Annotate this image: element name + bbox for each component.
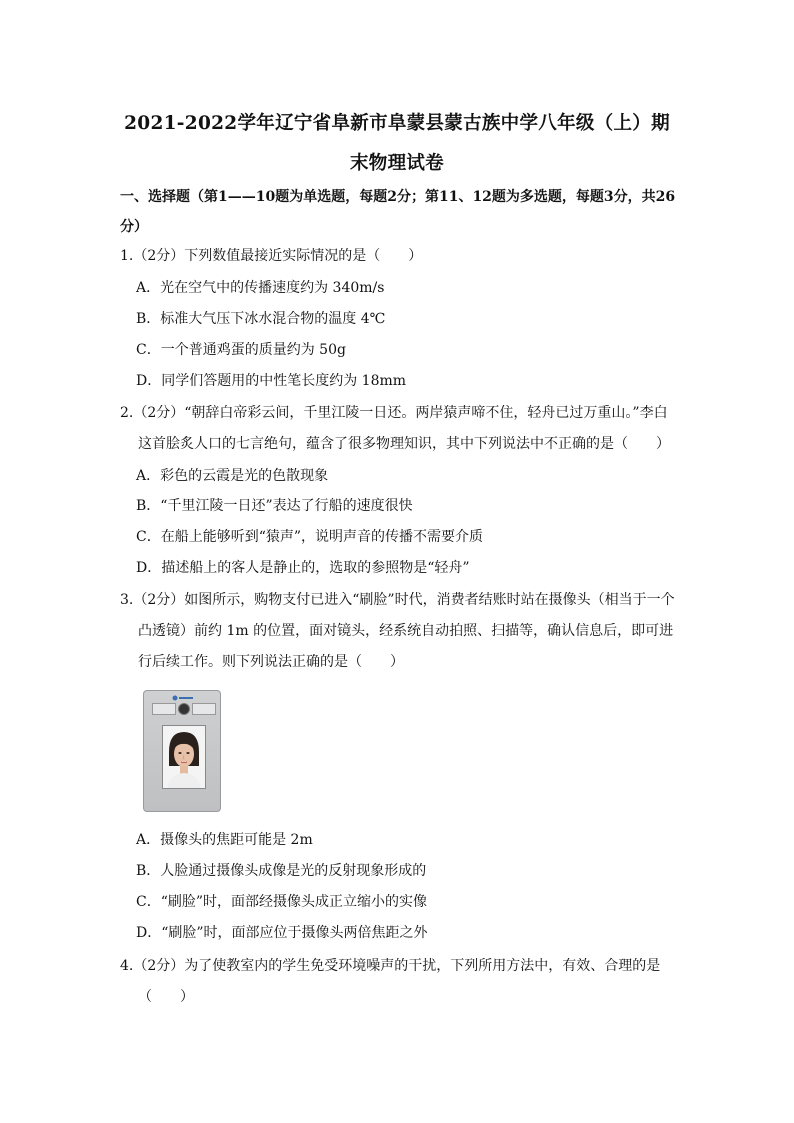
- question-1-option-a: A．光在空气中的传播速度约为 340m/s: [136, 280, 385, 296]
- face-icon: [163, 726, 205, 788]
- question-2: [120, 398, 680, 460]
- question-2-option-a: A．彩色的云霞是光的色散现象: [136, 468, 329, 484]
- question-2-option-b: B．“千里江陵一日还”表达了行船的速度很快: [136, 498, 413, 514]
- question-4: [120, 951, 680, 1013]
- question-1-option-b: B．标准大气压下冰水混合物的温度 4℃: [136, 311, 386, 327]
- question-1-stem: 1.（2分）下列数值最接近实际情况的是（ ）: [120, 248, 423, 264]
- question-2-option-c: C．在船上能够听到“猿声”，说明声音的传播不需要介质: [136, 529, 484, 545]
- brand-logo-icon: [172, 695, 194, 701]
- question-3-stem: 3.（2分）如图所示，购物支付已进入“刷脸”时代，消费者结账时站在摄像头（相当于一个凸透镜）前约 1m 的位置，面对镜头，经系统自动拍照、扫描等，确认信息后，即可进行后续工作。则下列说法正确的是（ ）: [120, 592, 675, 670]
- question-3-option-b: B．人脸通过摄像头成像是光的反射现象形成的: [136, 863, 427, 879]
- sensor-window-left: [152, 703, 176, 715]
- sensor-window-right: [192, 703, 216, 715]
- question-3-option-d: D．“刷脸”时，面部应位于摄像头两倍焦距之外: [136, 925, 428, 941]
- section-heading: 一、选择题（第1——10题为单选题，每题2分；第11、12题为多选题，每题3分，共26分）: [120, 189, 676, 235]
- face-display-screen: [162, 725, 206, 789]
- question-4-stem: 4.（2分）为了使教室内的学生免受环境噪声的干扰，下列所用方法中，有效、合理的是（ ）: [120, 958, 661, 1005]
- question-2-stem: 2.（2分）“朝辞白帝彩云间，千里江陵一日还。两岸猿声啼不住，轻舟已过万重山。”李白这首脍炙人口的七言绝句，蕴含了很多物理知识，其中下列说法中不正确的是（ ）: [120, 405, 670, 452]
- question-1-option-c: C．一个普通鸡蛋的质量约为 50g: [136, 342, 346, 358]
- question-3-option-a: A．摄像头的焦距可能是 2m: [136, 832, 313, 848]
- question-1-option-d: D．同学们答题用的中性笔长度约为 18mm: [136, 373, 407, 389]
- question-1: [120, 241, 680, 272]
- exam-title: [100, 104, 694, 184]
- exam-title-line1: 2021-2022学年辽宁省阜新市阜蒙县蒙古族中学八年级（上）期: [124, 113, 670, 134]
- exam-title-line2: 末物理试卷: [349, 153, 444, 174]
- question-3-option-c: C．“刷脸”时，面部经摄像头成正立缩小的实像: [136, 894, 428, 910]
- camera-lens-icon: [178, 703, 190, 715]
- question-3: [120, 585, 680, 678]
- question-2-option-d: D．描述船上的客人是静止的，选取的参照物是“轻舟”: [136, 560, 470, 576]
- face-scan-camera-figure: [143, 690, 221, 812]
